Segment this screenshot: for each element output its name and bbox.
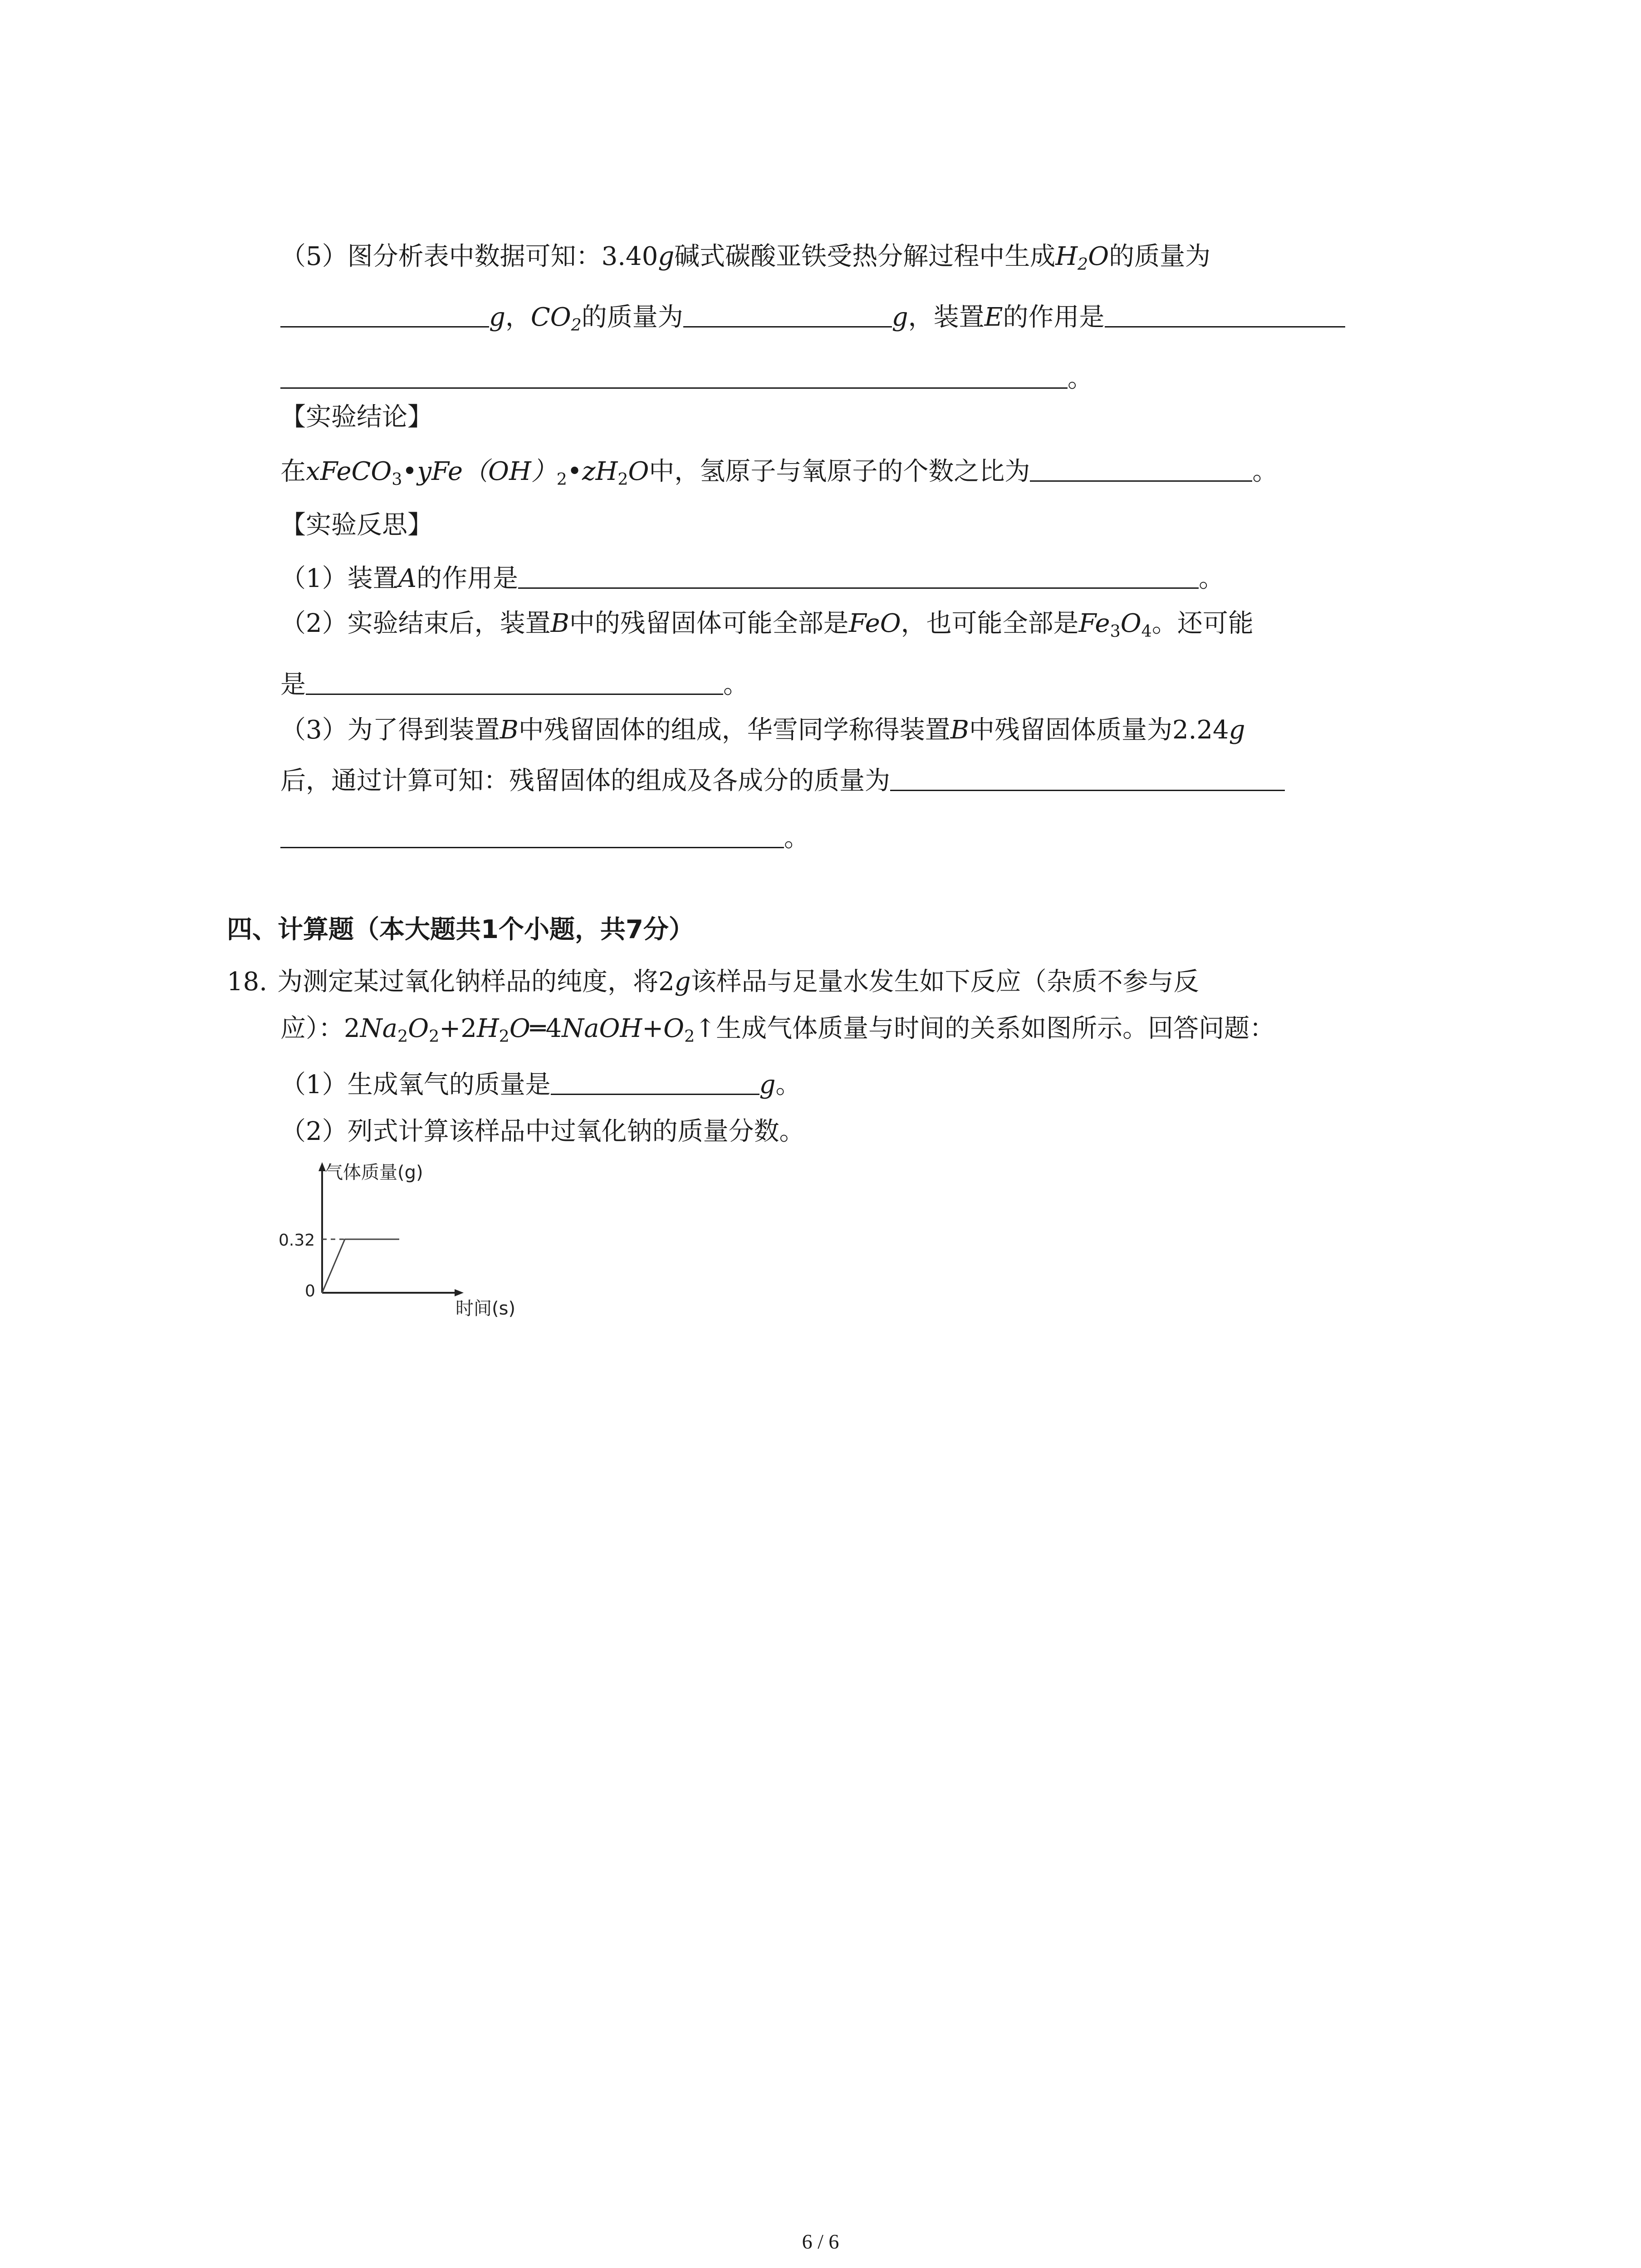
text: 。: [784, 823, 809, 853]
text: 四、计算题（本大题共1个小题，共7分）: [227, 915, 694, 944]
reflection-2-line2: [280, 667, 749, 703]
unit-g: g: [759, 1070, 776, 1100]
text: 。: [775, 1070, 801, 1100]
subscript: 2: [499, 1026, 509, 1046]
formula: O: [1120, 609, 1141, 638]
formula: H: [476, 1014, 499, 1043]
device-label: A: [398, 564, 417, 593]
x-axis-label: 时间(s): [456, 1298, 516, 1319]
device-label: B: [500, 715, 519, 745]
answer-blank-device-e-role-cont[interactable]: [280, 363, 1068, 389]
text: （2）实验结束后，装置: [280, 609, 551, 638]
text: 的作用是: [1003, 303, 1105, 332]
answer-blank-oxygen-mass[interactable]: [551, 1069, 759, 1095]
formula: （OH）: [463, 457, 557, 486]
subscript: 2: [617, 469, 628, 489]
text: 碱式碳酸亚铁受热分解过程中生成: [674, 242, 1056, 271]
formula: yFe: [417, 457, 463, 486]
reflection-heading: [280, 507, 433, 543]
unit-g: g: [658, 242, 675, 271]
answer-blank-co2-mass[interactable]: [683, 302, 892, 327]
subscript: 2: [429, 1026, 440, 1046]
formula: H: [1055, 242, 1078, 271]
text: （5）图分析表中数据可知：3.40: [280, 242, 658, 271]
device-label: B: [950, 715, 969, 745]
formula: FeO: [848, 609, 901, 638]
unit-g: g: [489, 303, 505, 332]
q17-part5-line2: [280, 299, 1345, 336]
reflection-2-line1: [280, 606, 1254, 642]
text: ，: [505, 303, 531, 332]
text: 。还可能: [1151, 609, 1254, 638]
answer-blank-h2o-mass[interactable]: [280, 302, 489, 327]
q18-sub1: [280, 1067, 801, 1103]
text: 中残留固体的组成，华雪同学称得装置: [518, 715, 950, 745]
text: 在: [280, 457, 306, 486]
formula: O: [509, 1014, 530, 1043]
gas-mass-curve: [322, 1239, 399, 1293]
origin-label: 0: [305, 1282, 315, 1300]
reflection-3-line3: [280, 820, 809, 856]
text: 是: [280, 670, 306, 699]
text: 为测定某过氧化钠样品的纯度，将2: [277, 967, 675, 997]
q18-sub2: [280, 1114, 805, 1150]
text: 后，通过计算可知：残留固体的组成及各成分的质量为: [280, 766, 890, 796]
reflection-3-line1: [280, 712, 1245, 748]
answer-blank-residue-composition-cont[interactable]: [280, 822, 784, 848]
text: +2: [439, 1014, 477, 1043]
text: （1）生成氧气的质量是: [280, 1070, 551, 1100]
reflection-1: [280, 561, 1224, 597]
text: •: [567, 457, 582, 486]
text: 。: [1199, 564, 1225, 593]
text: 的作用是: [416, 564, 519, 593]
text: 中的残留固体可能全部是: [569, 609, 849, 638]
text: +: [642, 1014, 664, 1043]
answer-blank-h-o-ratio[interactable]: [1030, 456, 1252, 482]
text: 应）：2: [280, 1014, 360, 1043]
text: ，装置: [908, 303, 985, 332]
conclusion-line: [280, 454, 1278, 490]
formula: O: [408, 1014, 429, 1043]
x-axis-arrow: [455, 1289, 464, 1296]
answer-blank-other-residue[interactable]: [306, 669, 723, 695]
q18-line1: [227, 964, 1199, 1000]
formula: xFeCO: [306, 457, 392, 486]
reflection-3-line2: [280, 763, 1285, 799]
q17-part5-line3: [280, 361, 1093, 397]
formula: NaOH: [562, 1014, 642, 1043]
text: （1）装置: [280, 564, 398, 593]
subscript: 2: [1078, 254, 1088, 274]
answer-blank-residue-composition[interactable]: [890, 765, 1285, 791]
gas-mass-time-graph: [272, 1161, 526, 1325]
text: （2）列式计算该样品中过氧化钠的质量分数。: [280, 1117, 805, 1146]
text: 【实验结论】: [280, 402, 433, 432]
text: 中残留固体质量为2.24: [969, 715, 1229, 745]
q17-part5-line1: [280, 239, 1210, 275]
text: 的质量为: [581, 303, 683, 332]
text: 该样品与足量水发生如下反应（杂质不参与反: [691, 967, 1199, 997]
text: ↑: [695, 1014, 716, 1043]
section-heading: [227, 912, 694, 948]
text: 。: [1252, 457, 1278, 486]
subscript: 2: [556, 469, 567, 489]
subscript: 3: [1110, 621, 1121, 641]
text: •: [402, 457, 417, 486]
subscript: 2: [571, 315, 582, 335]
question-number: 18.: [227, 967, 268, 997]
subscript: 4: [1141, 621, 1152, 641]
subscript: 2: [397, 1026, 408, 1046]
unit-g: g: [674, 967, 691, 997]
text: 的质量为: [1109, 242, 1211, 271]
formula: Fe: [1078, 609, 1110, 638]
text: 。: [1068, 364, 1093, 393]
device-label: E: [984, 303, 1003, 332]
y-axis-label: 气体质量(g): [325, 1162, 423, 1183]
text: ，也可能全部是: [901, 609, 1079, 638]
unit-g: g: [1229, 715, 1245, 745]
text: 。: [723, 670, 749, 699]
formula: Na: [360, 1014, 398, 1043]
text: ═: [530, 1014, 546, 1043]
page-number: 6 / 6: [802, 2230, 839, 2253]
y-tick-label: 0.32: [279, 1231, 315, 1250]
text: 生成气体质量与时间的关系如图所示。回答问题：: [716, 1014, 1275, 1043]
subscript: 3: [392, 469, 402, 489]
formula: O: [663, 1014, 685, 1043]
device-label: B: [550, 609, 569, 638]
unit-g: g: [892, 303, 908, 332]
conclusion-heading: [280, 399, 433, 435]
formula: O: [628, 457, 649, 486]
formula: zH: [582, 457, 618, 486]
text: （3）为了得到装置: [280, 715, 500, 745]
answer-blank-device-a-role[interactable]: [518, 563, 1199, 589]
answer-blank-device-e-role[interactable]: [1105, 302, 1345, 327]
text: 4: [545, 1014, 562, 1043]
text: 中，氢原子与氧原子的个数之比为: [649, 457, 1030, 486]
formula: CO: [530, 303, 571, 332]
text: 【实验反思】: [280, 510, 433, 540]
q18-line2: [280, 1011, 1275, 1047]
subscript: 2: [684, 1026, 695, 1046]
formula: O: [1088, 242, 1109, 271]
